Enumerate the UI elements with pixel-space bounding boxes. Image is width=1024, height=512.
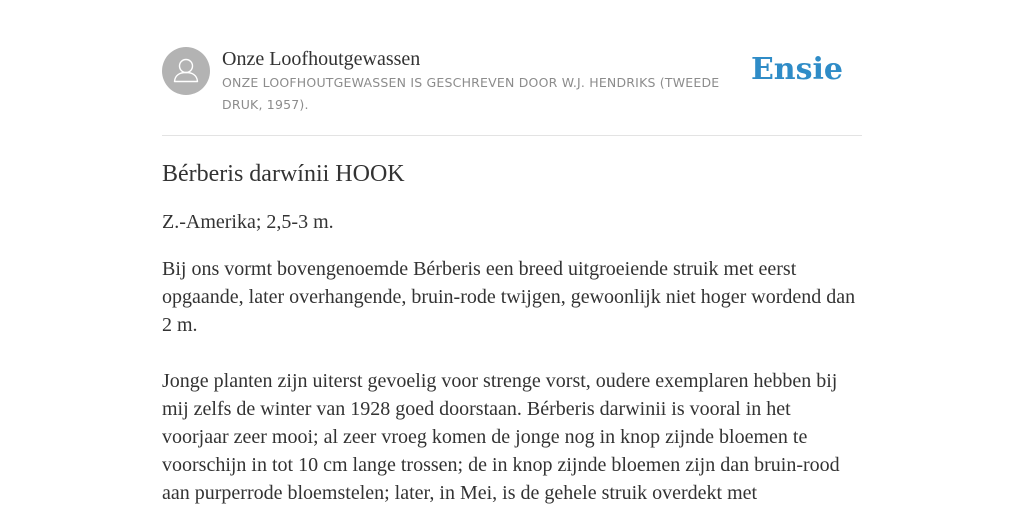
entry-content [162,156,862,507]
entry-meta: Z.-Amerika; 2,5-3 m. [162,211,334,233]
brand-logo[interactable]: Ensie [750,52,843,87]
publication-title[interactable]: Onze Loofhoutgewassen [222,48,421,70]
page-title: Bérberis darwínii HOOK [162,161,405,187]
paragraph: Bij ons vormt bovengenoemde Bérberis een breed uitgroeiende struik met eerst opgaande, later overhangende, bruin-rode twijgen, gewoonlijk niet hoger wordend dan 2 m. [162,258,856,336]
publication-description: ONZE LOOFHOUTGEWASSEN IS GESCHREVEN DOOR W.J. HENDRIKS (TWEEDE DRUK, 1957). [222,75,720,112]
publication-header [162,47,862,136]
paragraph: Jonge planten zijn uiterst gevoelig voor strenge vorst, oudere exemplaren hebben bij mij zelfs de winter van 1928 goed doorstaan. Bérberis darwinii is vooral in het voorjaar zeer mooi; al zeer vroeg komen de jonge nog in knop zijnde bloemen te voorschijn in tot 10 cm lange trossen; de in knop zijnde bloemen zijn dan bruin-rood aan purperrode bloemstelen; later, in Mei, is de gehele struik overdekt met [162,370,840,504]
avatar[interactable] [162,47,210,95]
user-icon [162,47,210,95]
